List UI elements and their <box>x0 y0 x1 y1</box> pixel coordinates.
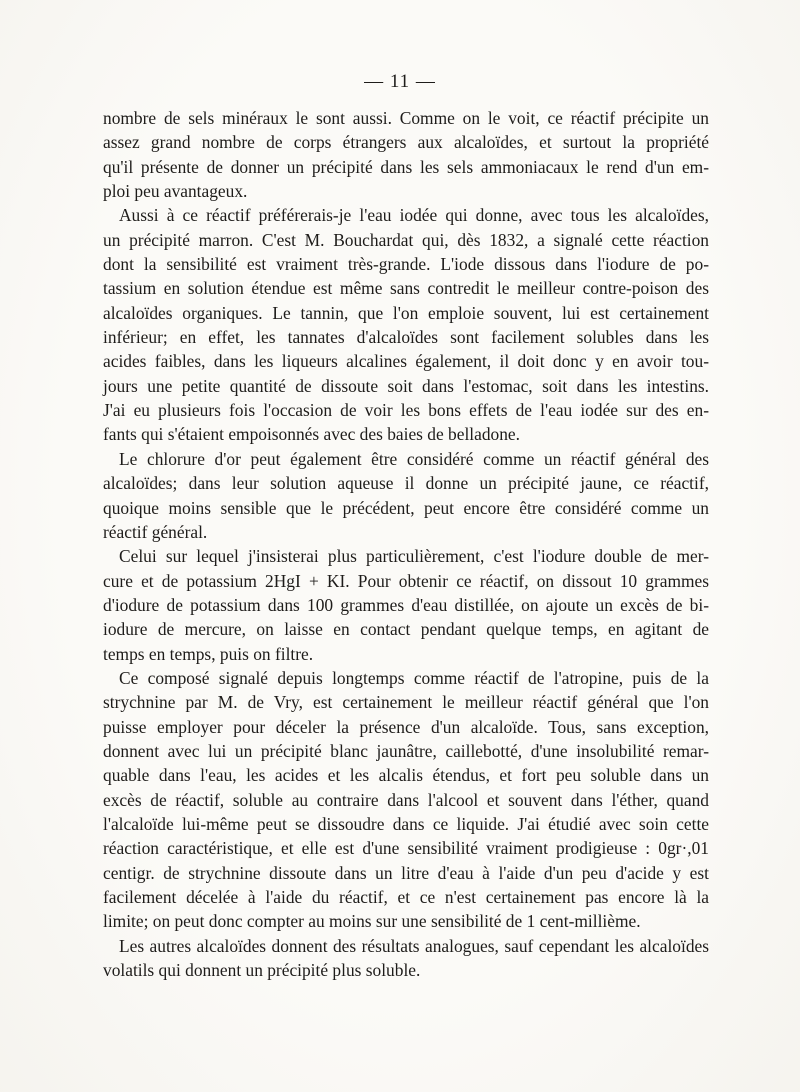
text-line: d'iodure de potassium dans 100 grammes d'eau distillée, on ajoute un excès de bi- <box>103 594 709 615</box>
text-line: réactif général. <box>103 521 208 542</box>
text-line: dont la sensibilité est vraiment très-grande. L'iode dissous dans l'iodure de po- <box>103 254 709 275</box>
text-line: iodure de mercure, on laisse en contact pendant quelque temps, en agitant de <box>103 619 709 640</box>
text-line: excès de réactif, soluble au contraire dans l'alcool et souvent dans l'éther, quand <box>103 789 709 810</box>
text-line: volatils qui donnent un précipité plus soluble. <box>103 960 421 981</box>
text-line: strychnine par M. de Vry, est certainement le meilleur réactif général que l'on <box>103 692 709 713</box>
text-line: Ce composé signalé depuis longtemps comme réactif de l'atropine, puis de la <box>119 667 709 688</box>
text-line: inférieur; en effet, les tannates d'alcaloïdes sont facilement solubles dans les <box>103 327 709 348</box>
text-line: quable dans l'eau, les acides et les alcalis étendus, et fort peu soluble dans un <box>103 765 709 786</box>
text-line: assez grand nombre de corps étrangers aux alcaloïdes, et surtout la propriété <box>103 132 709 153</box>
text-line: alcaloïdes organiques. Le tannin, que l'on emploie souvent, lui est certainement <box>103 302 709 323</box>
text-line: nombre de sels minéraux le sont aussi. Comme on le voit, ce réactif précipite un <box>103 108 709 128</box>
text-line: alcaloïdes; dans leur solution aqueuse il donne un précipité jaune, ce réactif, <box>103 473 709 494</box>
text-line: puisse employer pour déceler la présence d'un alcaloïde. Tous, sans exception, <box>103 716 709 737</box>
text-line: temps en temps, puis on filtre. <box>103 643 314 664</box>
text-line: quoique moins sensible que le précédent, peut encore être considéré comme un <box>103 497 709 518</box>
text-line: J'ai eu plusieurs fois l'occasion de voir les bons effets de l'eau iodée sur des en- <box>103 400 709 421</box>
text-line: un précipité marron. C'est M. Bouchardat qui, dès 1832, a signalé cette réaction <box>103 229 709 250</box>
text-line: Le chlorure d'or peut également être considéré comme un réactif général des <box>119 448 709 469</box>
text-line: centigr. de strychnine dissoute dans un litre d'eau à l'aide d'un peu d'acide y est <box>103 862 709 883</box>
text-line: facilement décelée à l'aide du réactif, et ce n'est certainement pas encore là la <box>103 887 709 907</box>
text-line: l'alcaloïde lui-même peut se dissoudre dans ce liquide. J'ai étudié avec soin cette <box>103 813 709 834</box>
text-line: tassium en solution étendue est même sans contredit le meilleur contre-poison des <box>103 278 709 299</box>
text-line: donnent avec lui un précipité blanc jaunâtre, caillebotté, d'une insolubilité remar- <box>103 740 709 761</box>
text-line: Les autres alcaloïdes donnent des résultats analogues, sauf cependant les alcaloïdes <box>119 935 709 956</box>
text-line: limite; on peut donc compter au moins sur une sensibilité de 1 cent-millième. <box>103 911 641 932</box>
body-text <box>103 106 709 982</box>
page-number-header: — 11 — <box>364 71 436 92</box>
text-line: qu'il présente de donner un précipité dans les sels ammoniacaux le rend d'un em- <box>103 156 709 177</box>
text-line: ploi peu avantageux. <box>103 181 248 202</box>
text-line: réaction caractéristique, et elle est d'une sensibilité vraiment prodigieuse : 0gr·,01 <box>103 838 709 859</box>
text-line: cure et de potassium 2HgI + KI. Pour obtenir ce réactif, on dissout 10 grammes <box>103 570 709 591</box>
text-line: acides faibles, dans les liqueurs alcalines également, il doit donc y en avoir tou- <box>103 351 709 372</box>
text-line: Celui sur lequel j'insisterai plus particulièrement, c'est l'iodure double de mer- <box>119 546 709 567</box>
text-line: fants qui s'étaient empoisonnés avec des baies de belladone. <box>103 424 520 445</box>
text-line: jours une petite quantité de dissoute soit dans l'estomac, soit dans les intestins. <box>103 375 709 396</box>
text-line: Aussi à ce réactif préférerais-je l'eau iodée qui donne, avec tous les alcaloïdes, <box>119 205 709 226</box>
